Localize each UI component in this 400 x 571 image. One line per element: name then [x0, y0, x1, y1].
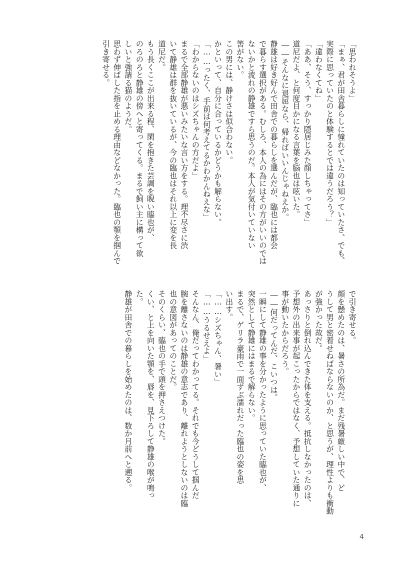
text-line: まるで、ゲリラ豪雨で一面ずぶ濡れだった臨也の姿を思 [235, 290, 245, 484]
text-line: 「違わなくてね」 [314, 40, 324, 102]
text-line: 引き寄せる。 [101, 40, 111, 87]
page-number: 4 [359, 533, 364, 541]
text-line: 「……うるせえよ」 [202, 290, 212, 363]
text-line: この男には、静けさは似合わない。 [224, 40, 234, 164]
text-line: 静雄が田舎での暮らしを始めたのは、数か月前へと遡る。 [123, 290, 133, 492]
text-line: うして男と密着せねばならないのか、と思うが、理性よりも衝動 [325, 290, 335, 515]
text-line: 「ああ、そう、すっかり隠居じみた顔しちゃってさ」 [303, 40, 313, 226]
text-line: くい、と上を向いた顎を、唇を、見下ろして静雄の喉が鳴っ [146, 290, 156, 500]
text-line: 「わからないのはシズちゃんの方だよ」 [191, 40, 201, 180]
text-line: そんなん、俺だってわかってる。それでも今どうして掴んだ [191, 290, 201, 500]
text-line: いて静雄は群を抜いているが、今の臨也はそれ以上に変を長 [168, 40, 178, 250]
text-line: 実際に思っていたのと体験するとでは違うだろう？」 [325, 40, 335, 226]
text-line: で引き寄せる。 [348, 290, 357, 345]
text-line: 事が動いたからだろう。 [280, 290, 290, 376]
text-line: 「……シズちゃん、暑い」 [213, 290, 223, 386]
text-line: しいと強請る猫のようだ。 [123, 40, 133, 133]
text-line: 一瞬にして静雄の事を分かったように思っていた臨也が、 [258, 290, 268, 492]
text-line: そのくらい、臨也の手で頭を押さえつけた。 [157, 290, 167, 445]
text-line: 也の意図があってのことだ。 [168, 290, 178, 391]
text-line: 「……ったく、手前は何考えてるかわかんねえな」 [202, 40, 212, 222]
text-line: 予想外の出来事が起こったからではなく、予想していた通りに [291, 290, 301, 507]
text-line: 「思われそうよ」 [348, 40, 357, 102]
text-line: 腕を離さないのは静雄の意志であり、離れようとしないのは臨 [179, 290, 189, 507]
text-line: ないかと流れの静雄ですら思うのだ。本人が気付いていない [247, 40, 257, 250]
text-line: 突然として静雄にはまるで解らない。 [247, 290, 257, 422]
text-line: 「まぁ、君が田舎暮らしに憧れていたのは知っていたさ、でも、 [336, 40, 346, 265]
text-line: が強かった故だ。 [314, 290, 324, 352]
text-line: かといって、自分に合っているかどうかも解らない。 [213, 40, 223, 226]
text-line: 静雄は好き好んで田舎での暮らしを選んだが、臨也には都会 [269, 40, 279, 250]
text-line: 顔を懸めたのは、暑さの所為だ。まだ残暑厳しい中で、ど [336, 290, 346, 492]
text-line: あっさりと倒れ込んできた体を支える。抵抗しなかったのは、 [303, 290, 313, 507]
text-line: 道尼だよ、と何度目かになる言葉を脳也は呟いた。 [291, 40, 301, 219]
text-line: ――何だってんだ、こいつは。 [269, 290, 279, 402]
text-line: 思わず伸ばした指を止める理由などなかった。臨也の顎を掴んで [112, 40, 122, 265]
text-line: い出す。 [224, 290, 234, 321]
text-line: ――そんなに退屈なら、帰ればいいんじゃねえか。 [280, 40, 290, 222]
lower-text-block [123, 290, 358, 522]
text-line: のろのろと静雄の傍へと寄ってくる。まるで飼い主に構って欲 [135, 40, 145, 257]
text-line: 筈がない。 [235, 40, 245, 79]
text-line: もう長くここが出来る程、閑を抱きた芸調を睨い臨也が、 [146, 40, 156, 242]
text-line: た。 [135, 290, 145, 306]
text-line: まるで全部静雄が悪いみたいな言い方をする。理不尽さに渋 [179, 40, 189, 250]
text-line: 道尼だ。 [157, 40, 167, 71]
text-line: で暮らす選択がある。むしろ、本人の為にはその方がいいのでは [258, 40, 268, 265]
upper-text-block [100, 40, 358, 272]
